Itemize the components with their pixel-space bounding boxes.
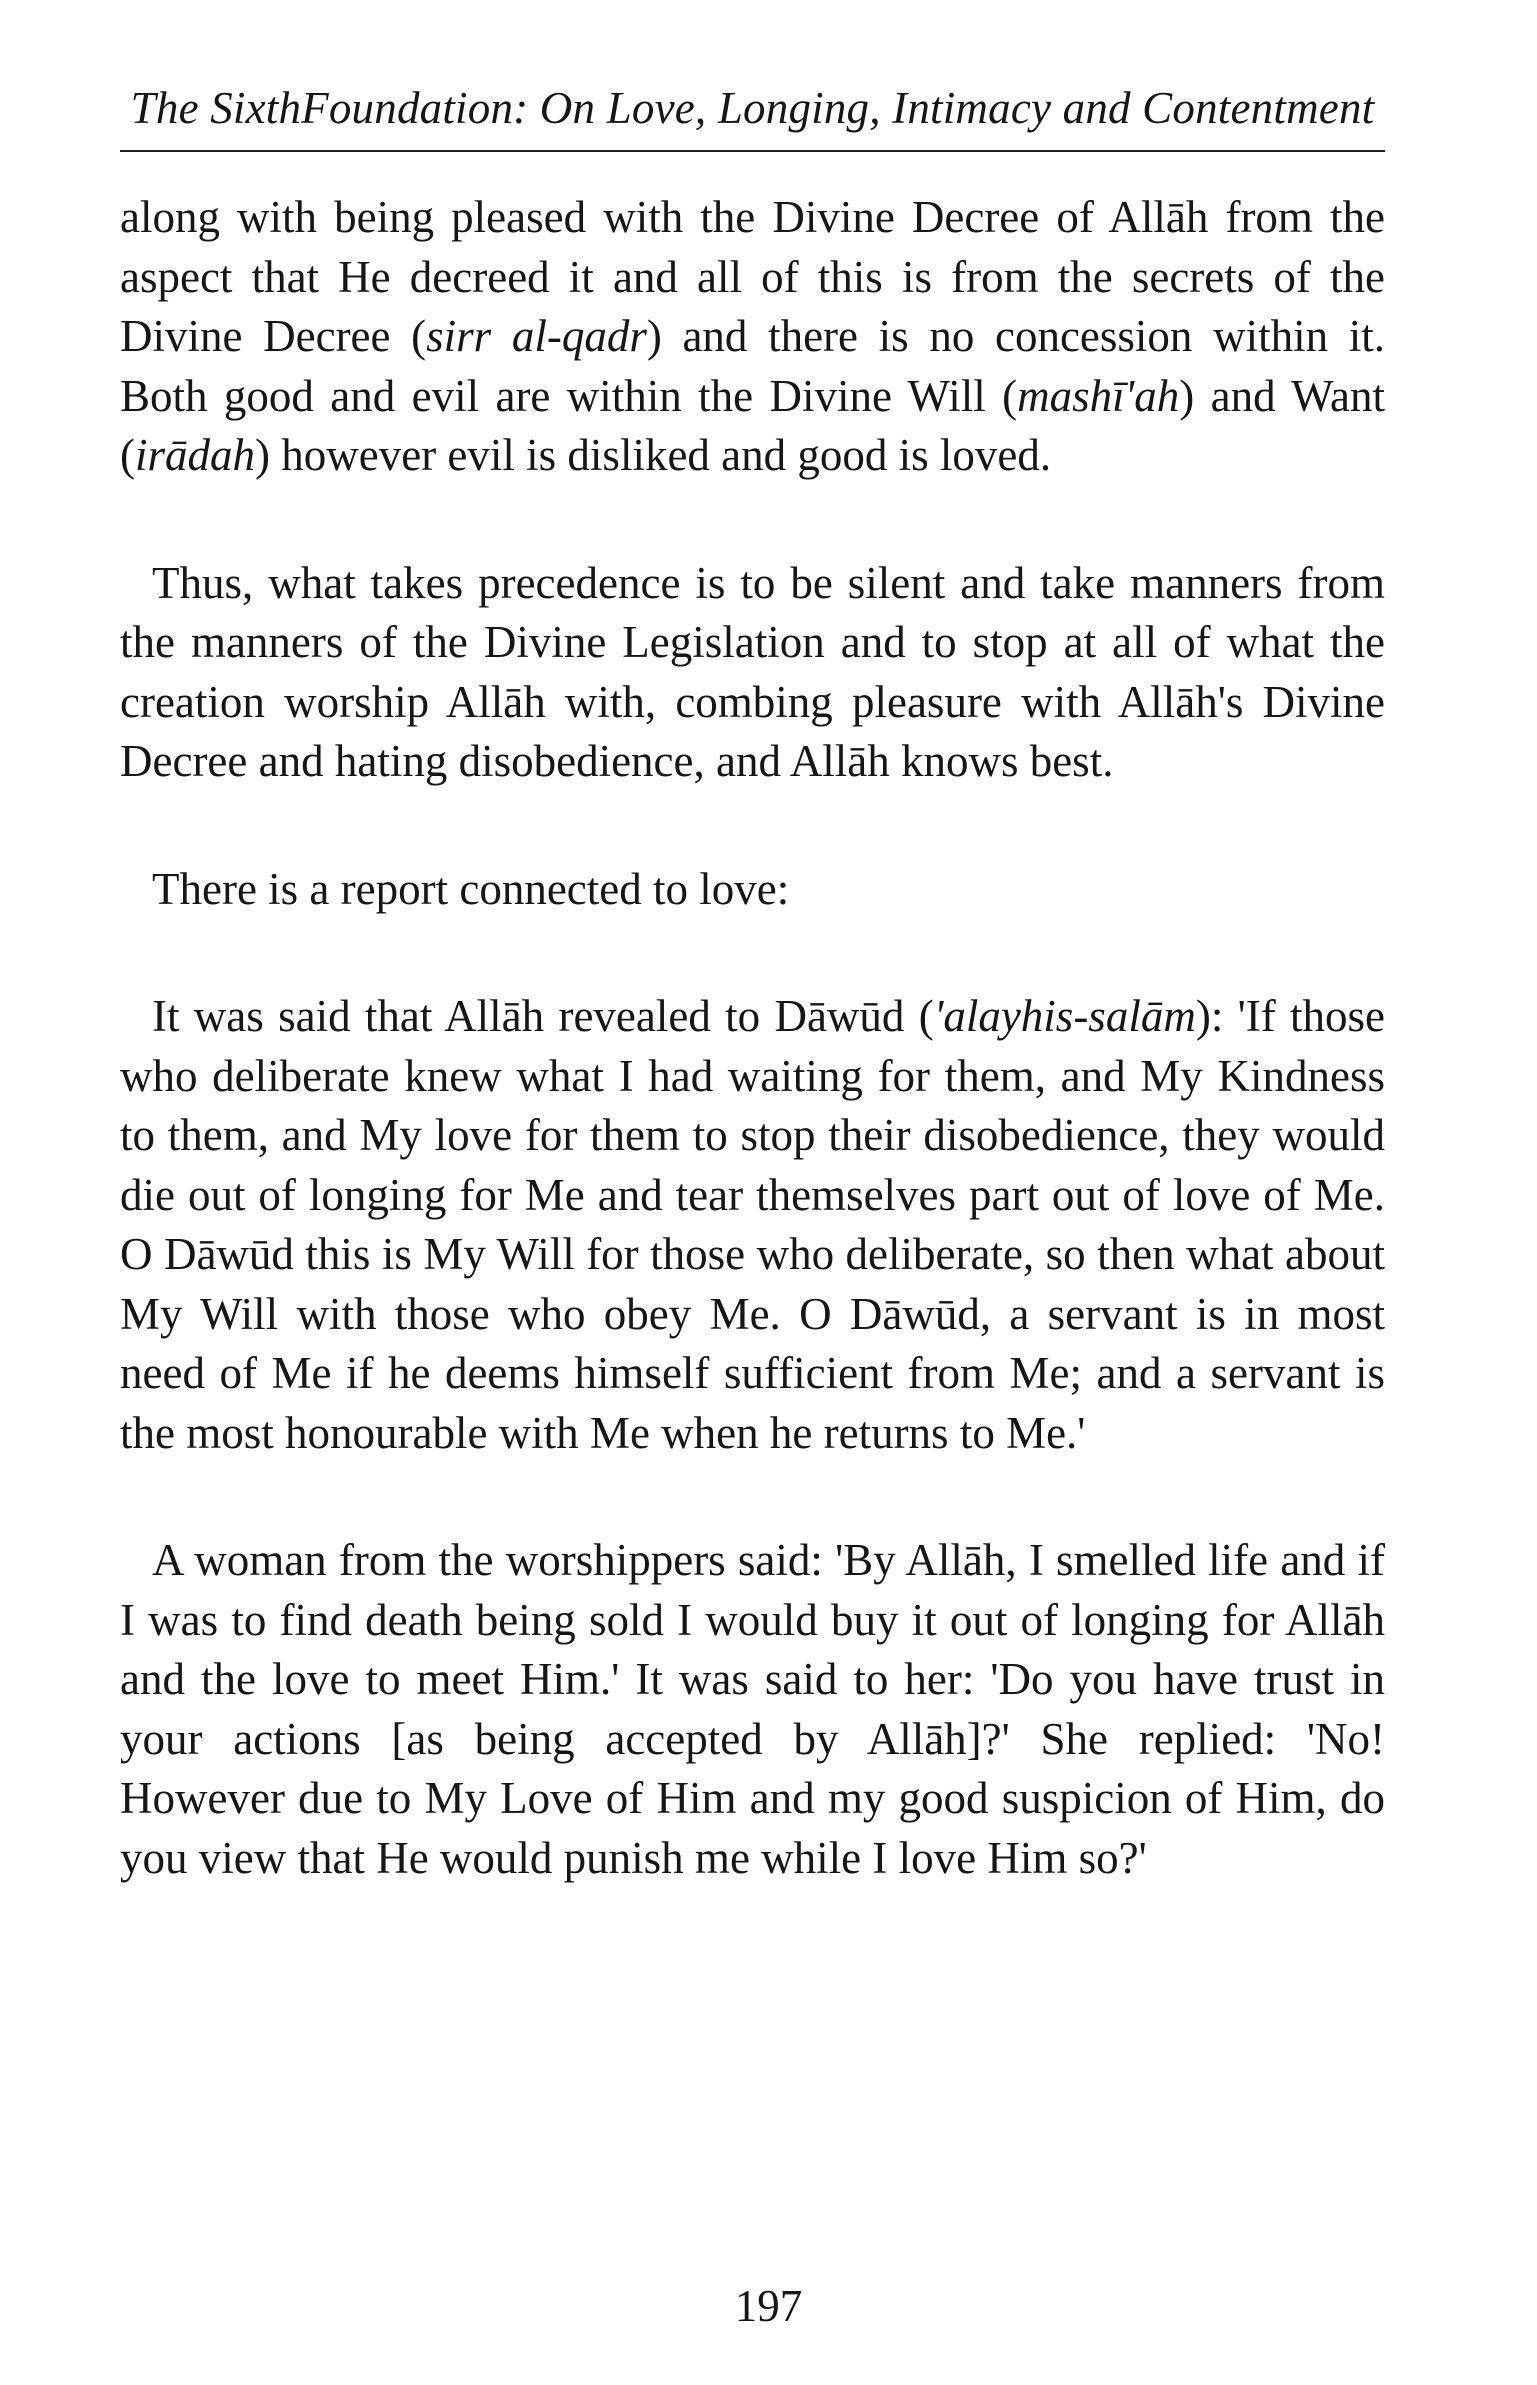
paragraph-3: There is a report connected to love:: [152, 863, 790, 914]
paragraph-1: [120, 188, 1385, 486]
running-header: The SixthFoundation: On Love, Longing, Intimacy and Contentment: [130, 83, 1375, 133]
paragraph-1-text-a: along with being pleased with the Divine Decree of Allāh from the aspect that He decreed it and all of this is from the secrets of the Divine Decree (: [120, 192, 1385, 361]
term-alayhis-salam: 'alayhis-salām: [933, 991, 1196, 1041]
paragraph-1-text-c: ) and Want (: [120, 370, 1385, 480]
paragraph-2: Thus, what takes precedence is to be silent and take manners from the manners of the Divine Legislation and to stop at all of what the creation worship Allāh with, combing pleasure with Allāh's Divine Decree and hating disobedience, and Allāh knows best.: [120, 557, 1385, 786]
paragraph-1-text-b: ) and there is no concession within it. Both good and evil are within the Divine Will (: [120, 311, 1385, 421]
page-number: 197: [734, 2281, 803, 2331]
paragraph-5: A woman from the worshippers said: 'By Allāh, I smelled life and if I was to find death being sold I would buy it out of longing for Allāh and the love to meet Him.' It was said to her: 'Do you have trust in your actions [as being accepted by Allāh]?' She replied: 'No! However due to My Love of Him and my good suspicion of Him, do you view that He would punish me while I love Him so?': [120, 1535, 1385, 1883]
term-sirr-al-qadr: sirr al-qadr: [426, 311, 647, 361]
body-text: [120, 188, 1385, 1888]
paragraph-1-text-d: ) however evil is disliked and good is loved.: [255, 430, 1052, 480]
term-iradah: irādah: [135, 430, 256, 480]
term-mashiah: mashī'ah: [1017, 370, 1180, 421]
paragraph-4-text-a: It was said that Allāh revealed to Dāwūd (: [152, 991, 934, 1041]
paragraph-4-text-b: ): 'If those who deliberate knew what I had waiting for them, and My Kindness to them, and My love for them to stop their disobedience, they would die out of longing for Me and tear themselves part out of love of Me. O Dāwūd this is My Will for those who deliberate, so then what about My Will with those who obey Me. O Dāwūd, a servant is in most need of Me if he deems himself sufficient from Me; and a servant is the most honourable with Me when he returns to Me.': [120, 991, 1385, 1458]
paragraph-4: [120, 987, 1385, 1463]
header-rule: [120, 150, 1385, 152]
